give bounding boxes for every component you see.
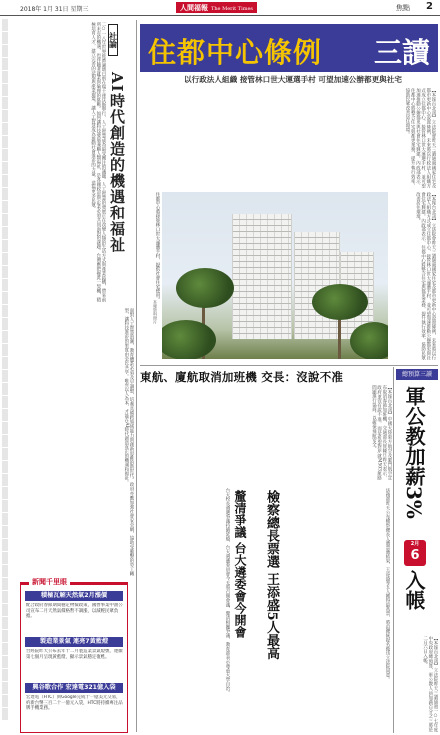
news-brief-box [20, 578, 128, 733]
issue-date: 2018年 1月 31日 星期三 [20, 6, 89, 13]
brief-heading: 製造業景氣 連亮7黃藍燈 [25, 637, 123, 647]
prosecutor-story-body: 法務部昨天公布檢察總長人選票選結果，王添盛等五人獲得最高票，將由總統提名後送立法院同意。 [385, 488, 390, 682]
airline-headline: 東航、廈航取消加班機 交長：沒說不准 [140, 370, 344, 384]
logo-text: 人間福報 [180, 4, 208, 12]
editorial-label: 社論 [108, 24, 118, 56]
main-subheadline: 以行政法人組織 接管林口世大運選手村 可望加速公辦都更與社宅 [184, 75, 402, 84]
brief-text: 宏達電（HTC）與Google完成十一億美元交易，約新台幣三百二十一億元入袋，HTC將持續專注品牌手機業務。 [26, 695, 123, 712]
column-divider [136, 20, 137, 732]
section-name: 焦點 [396, 4, 410, 12]
badge-month: 2月 [410, 541, 420, 547]
date-badge [404, 540, 426, 566]
news-brief-title: 新聞千里眼 [29, 577, 70, 587]
brief-heading: 興谷歌合作 宏達電321億入袋 [25, 683, 123, 693]
main-headline-banner [140, 24, 438, 72]
badge-day: 6 [410, 548, 420, 563]
brief-text: 台經院昨天公布去年十二月製造業景氣燈號，連續第七個月呈現黃藍燈，顯示景氣穩定復甦。 [26, 649, 123, 660]
column-divider [393, 367, 394, 733]
university-headline: 釐清爭議 台大遴委會今開會 [233, 490, 247, 639]
main-headline-suffix: 三讀 [373, 36, 430, 69]
main-headline: 住都中心條例 [148, 36, 323, 69]
editorial-title: AI時代創造的機遇和福祉 [108, 72, 126, 253]
housing-photo [162, 192, 388, 359]
brief-text: 配合政府春節期間穩定物價政策，國營事業中油公司宣布二月天然氣價格暫不調漲，以減輕民眾負擔。 [26, 603, 123, 620]
newspaper-logo [176, 2, 257, 13]
prosecutor-headline: 檢察總長票選 王添盛5人最高 [264, 490, 279, 660]
margin-strip [0, 18, 10, 734]
main-story-body-side: 【本報台北訊】立法院會昨天三讀通過國家住宅及都市更新中心設置條例，未來將以行政法人組織方式成立住都中心，接管林口世大運選手村，並可望加速推動公辦都更與社會住宅興建。內政部表示，住都中心將整合住宅與都更業務，提升執行效率，協助民眾改善居住環境。 [415, 192, 436, 360]
military-pay-body: 【本報台北訊】立法院昨天三讀通過一○七年度中央政府總預算，軍公教人員加薪百分之三將於二月六日入帳。 [422, 636, 438, 732]
military-pay-headline: 軍公教加薪3% [402, 386, 426, 519]
photo-credit: 本報資料照片 [153, 300, 158, 324]
page-number: 2 [426, 1, 433, 12]
brief-heading: 積極瓦解天然氣2月漲價 [25, 591, 123, 601]
budget-box-title: 總預算三讀 [396, 369, 438, 380]
editorial-body-continued: 面對人工智慧浪潮，教育體系必須及早調整，培養具備跨領域能力與創新思維的新世代。政府亦應加強社會安全網，協助受衝擊的勞工轉型，讓科技進步的果實由全民共享。唯有以人為本，才能在AI時代創造真正的機遇和福祉。 [123, 308, 134, 576]
main-story-body: 【本報台北訊】立法院會昨天三讀通過國家住宅及都市更新中心設置條例，未來將以行政法人組織方式成立住都中心，接管林口世大運選手村，並可望加速推動公辦都更與社會住宅興建。內政部表示，住都中心將整合住宅與都更業務，提升執行效率，協助民眾改善居住環境。 [404, 88, 436, 188]
university-story-body: 台大校長遴選爭議持續延燒，台大遴選委員會今天將召開會議，釐清相關爭議，教育部表示尊重大學自治。 [225, 488, 230, 695]
logo-english: The Merit Times [211, 6, 253, 12]
airline-story-body: 【本報台北訊】中國大陸東方航空及廈門航空宣布取消春節加班機，交通部長賀陳旦昨天表示，政府並沒有說不准，而是希望對岸就M503航路問題進行協商，以確保飛航安全。 [371, 385, 392, 480]
military-pay-headline-end: 入帳 [402, 570, 426, 610]
editorial-body: 二○一八年世界經濟論壇日前在瑞士達沃斯舉行，人工智慧成為最受關注的議題。人工智慧的發展正在改變人類的生活方式與產業結構，帶來前所未有的機遇，也伴隨著就業與倫理的挑戰。如何讓科技發展兼顧人類福祉，是各國政府與企業必須共同面對的課題。台灣應把握此一契機，積極培育人才，建立完善的法規與產業環境，讓人工智慧成為推動社會進步的力量，造福更多民眾。 [90, 22, 106, 302]
column-divider [140, 365, 438, 366]
page-header [0, 0, 440, 16]
photo-caption: 住都中心將接管林口世大運選手村，提供社會住宅使用。 [155, 192, 160, 302]
